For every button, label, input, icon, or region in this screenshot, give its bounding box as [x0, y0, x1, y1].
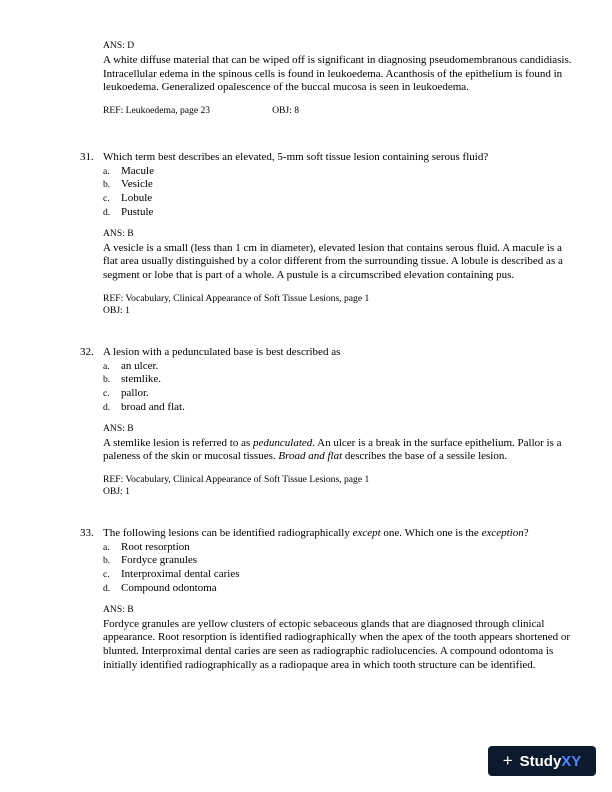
rationale-text: Fordyce granules are yellow clusters of ectopic sebaceous glands that are diagnosed through clinical appearance. Root resorption is identified radiographically when the apex of the tooth appears shortened or blunted. Interproximal dental caries are seen as radiographic radiolucencies. A compound odontoma is initially identified radiographically as a radiopaque area in which tooth structure can be identified.	[103, 617, 571, 671]
option-item: d. Compound odontoma	[103, 581, 217, 594]
studyxy-logo-badge[interactable]	[488, 746, 596, 776]
answer-label: ANS: D	[103, 40, 135, 51]
option-item: a. Macule	[103, 164, 154, 177]
option-item: d. broad and flat.	[103, 400, 185, 413]
option-item: b. stemlike.	[103, 373, 162, 386]
answer-label: ANS: B	[103, 227, 134, 239]
objective-text: OBJ: 8	[272, 104, 300, 116]
answer-label: ANS: B	[103, 422, 134, 434]
question-32	[103, 346, 573, 498]
option-item: b. Vesicle	[103, 178, 153, 191]
answer-label: ANS: B	[103, 603, 134, 615]
option-list	[103, 165, 573, 220]
q30-answer-block	[103, 40, 573, 117]
question-number: 32.	[80, 346, 94, 358]
option-list	[103, 541, 573, 596]
option-item: c. Interproximal dental caries	[103, 568, 240, 581]
reference-text: REF: Leukoedema, page 23	[103, 104, 211, 116]
option-list	[103, 360, 573, 415]
reference-row	[103, 105, 573, 117]
brand-name: StudyXY	[519, 752, 582, 770]
objective-text: OBJ: 1	[103, 485, 130, 497]
rationale-text: A stemlike lesion is referred to as pedunculated. An ulcer is a break in the surface epithelium. Pallor is a paleness of the skin or mucosal tissues. Broad and flat describes the base of a sessile lesion.	[103, 436, 562, 463]
question-stem: A lesion with a pedunculated base is best described as	[103, 346, 341, 358]
option-item: c. Lobule	[103, 192, 153, 205]
objective-text: OBJ: 1	[103, 304, 130, 316]
option-item: a. Root resorption	[103, 540, 190, 553]
option-item: a. an ulcer.	[103, 359, 159, 372]
question-stem: The following lesions can be identified radiographically except one. Which one is the exception?	[103, 527, 529, 539]
question-33	[103, 527, 573, 672]
question-31	[103, 151, 573, 317]
plus-icon: +	[502, 751, 513, 770]
question-number: 33.	[80, 527, 94, 539]
reference-text: REF: Vocabulary, Clinical Appearance of Soft Tissue Lesions, page 1	[103, 473, 370, 485]
question-stem: Which term best describes an elevated, 5-mm soft tissue lesion containing serous fluid?	[103, 151, 489, 163]
option-item: b. Fordyce granules	[103, 554, 198, 567]
question-number: 31.	[80, 151, 94, 163]
option-item: c. pallor.	[103, 387, 149, 400]
rationale-text: A vesicle is a small (less than 1 cm in diameter), elevated lesion that contains serous fluid. A macule is a flat area usually distinguished by a color different from the surrounding tissue. A lobule is described as a segment or lobe that is part of a whole. A pustule is a circumscribed elevation containing pus.	[103, 241, 563, 281]
option-item: d. Pustule	[103, 205, 154, 218]
rationale-text: A white diffuse material that can be wiped off is significant in diagnosing pseudomembranous candidiasis. Intracellular edema in the spinous cells is found in leukoedema. Acanthosis of the epithelium is found in leukoedema. Generalized opalescence of the buccal mucosa is seen in leukoedema.	[103, 54, 572, 94]
reference-text: REF: Vocabulary, Clinical Appearance of Soft Tissue Lesions, page 1	[103, 292, 370, 304]
